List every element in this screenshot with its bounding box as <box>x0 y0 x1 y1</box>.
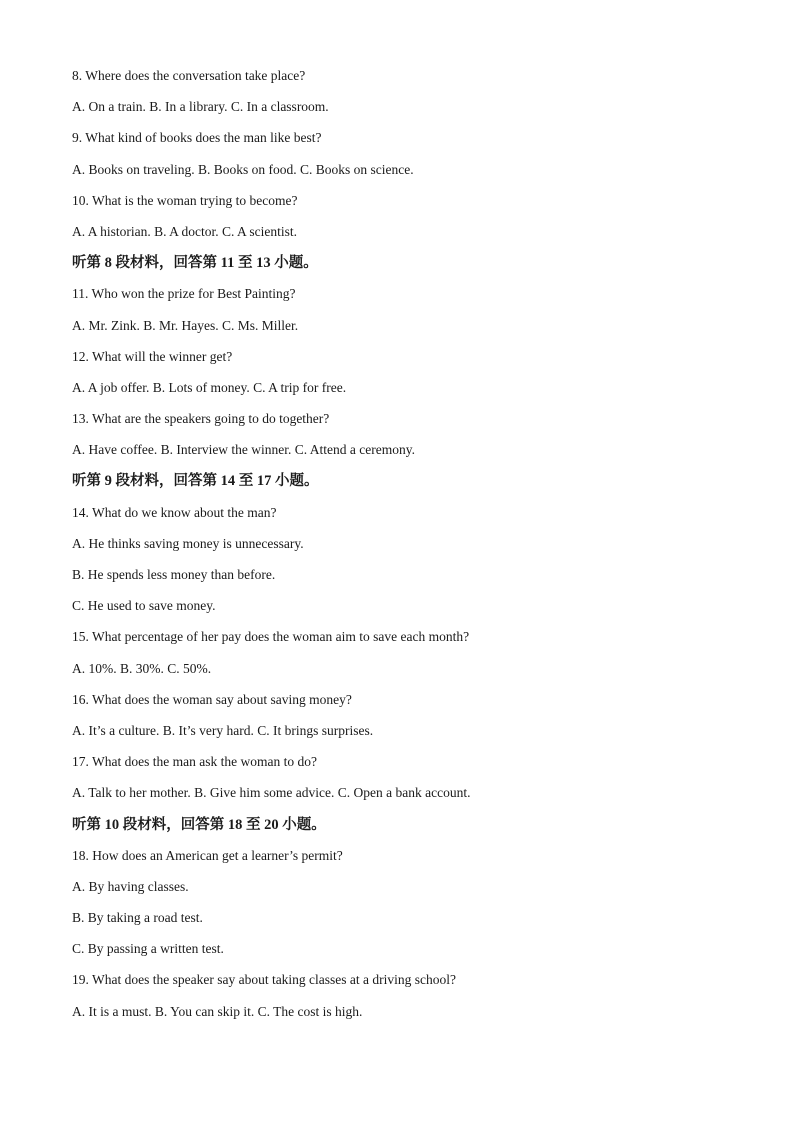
question-10: 10. What is the woman trying to become? <box>72 192 298 208</box>
question-15: 15. What percentage of her pay does the woman aim to save each month? <box>72 629 470 645</box>
question-18: 18. How does an American get a learner’s permit? <box>72 847 343 863</box>
option-14-b: B. He spends less money than before. <box>72 567 276 582</box>
options-16: A. It’s a culture. B. It’s very hard. C. It brings surprises. <box>72 722 374 738</box>
options-12: A. A job offer. B. Lots of money. C. A trip for free. <box>72 379 347 395</box>
section-heading-9: 听第 9 段材料，回答第 14 至 17 小题。 <box>72 473 319 490</box>
question-11: 11. Who won the prize for Best Painting? <box>72 286 296 302</box>
option-18-b: B. By taking a road test. <box>72 910 203 926</box>
document-page <box>72 66 732 1033</box>
option-14-a: A. He thinks saving money is unnecessary. <box>72 535 304 551</box>
options-19: A. It is a must. B. You can skip it. C. The cost is high. <box>72 1003 363 1019</box>
options-8: A. On a train. B. In a library. C. In a classroom. <box>72 99 329 115</box>
question-8: 8. Where does the conversation take place? <box>72 68 306 83</box>
question-13: 13. What are the speakers going to do together? <box>72 411 330 427</box>
options-11: A. Mr. Zink. B. Mr. Hayes. C. Ms. Miller. <box>72 317 299 333</box>
section-heading-10: 听第 10 段材料，回答第 18 至 20 小题。 <box>72 816 326 833</box>
options-10: A. A historian. B. A doctor. C. A scientist. <box>72 223 298 239</box>
options-13: A. Have coffee. B. Interview the winner. C. Attend a ceremony. <box>72 442 416 458</box>
section-heading-8: 听第 8 段材料，回答第 11 至 13 小题。 <box>72 255 318 272</box>
option-18-a: A. By having classes. <box>72 878 189 894</box>
question-16: 16. What does the woman say about saving money? <box>72 691 352 707</box>
option-14-c: C. He used to save money. <box>72 598 216 614</box>
options-9: A. Books on traveling. B. Books on food. C. Books on science. <box>72 161 414 177</box>
options-15: A. 10%. B. 30%. C. 50%. <box>72 660 212 676</box>
question-9: 9. What kind of books does the man like best? <box>72 130 322 146</box>
question-12: 12. What will the winner get? <box>72 348 233 364</box>
question-17: 17. What does the man ask the woman to do? <box>72 754 317 770</box>
question-14: 14. What do we know about the man? <box>72 504 277 520</box>
option-18-c: C. By passing a written test. <box>72 941 224 957</box>
options-17: A. Talk to her mother. B. Give him some advice. C. Open a bank account. <box>72 785 471 801</box>
question-19: 19. What does the speaker say about taking classes at a driving school? <box>72 972 457 988</box>
